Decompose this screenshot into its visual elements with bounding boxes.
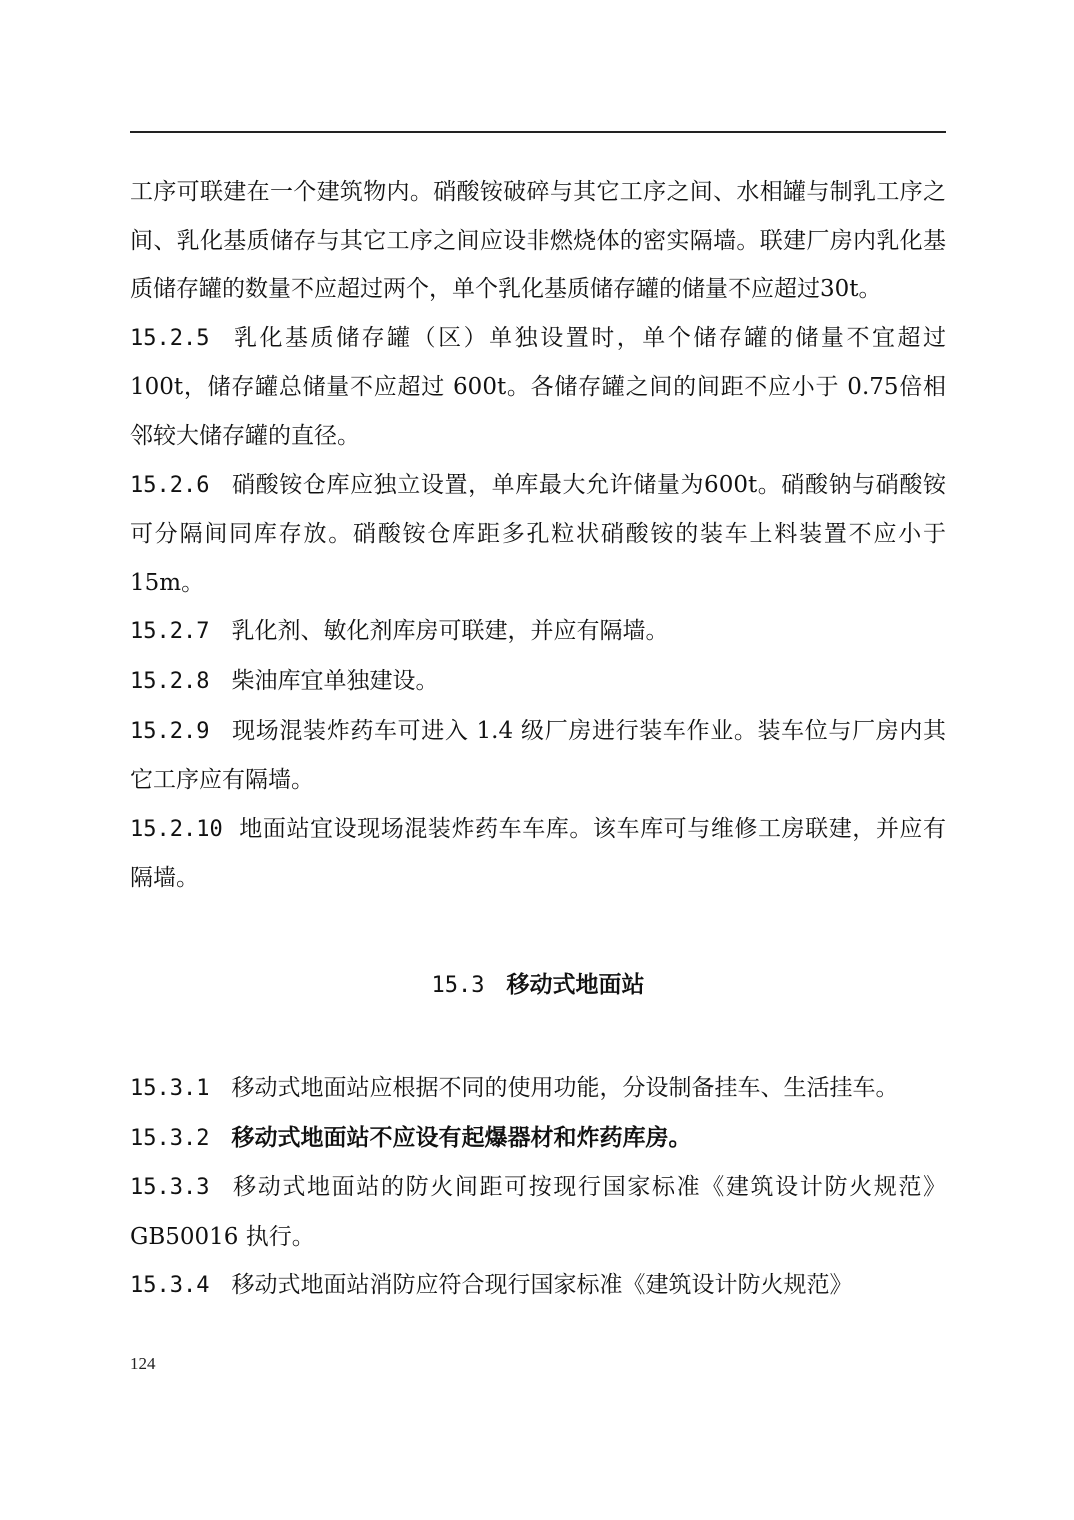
clause-text: 移动式地面站不应设有起爆器材和炸药库房。 [231, 1123, 692, 1151]
clause-text: 硝酸铵仓库应独立设置，单库最大允许储量为600t。硝酸钠与硝酸铵可分隔间同库存放。硝酸铵仓库距多孔粒状硝酸铵的装车上料装置不应小于 15m。 [130, 471, 946, 596]
clause-number: 15.3.2 [130, 1125, 210, 1151]
clause-15-2-9 [130, 707, 946, 805]
clause-15-2-7 [130, 607, 946, 657]
clause-15-3-1 [130, 1064, 946, 1114]
clause-text: 乳化基质储存罐（区）单独设置时，单个储存罐的储量不宜超过100t，储存罐总储量不应超过 600t。各储存罐之间的间距不应小于 0.75倍相邻较大储存罐的直径。 [130, 324, 946, 449]
paragraph-continuation [130, 168, 946, 314]
clause-number: 15.2.6 [130, 472, 210, 498]
clause-15-2-10 [130, 805, 946, 903]
header-rule [130, 131, 946, 133]
clause-number: 15.2.7 [130, 619, 210, 645]
clause-15-3-2 [130, 1114, 946, 1164]
clause-number: 15.3.4 [130, 1273, 210, 1299]
page-body [130, 168, 946, 1311]
clause-15-2-8 [130, 657, 946, 707]
clause-text: 乳化剂、敏化剂库房可联建，并应有隔墙。 [231, 618, 669, 645]
section-number: 15.3 [431, 972, 485, 998]
clause-number: 15.2.5 [130, 325, 210, 351]
section-heading [130, 961, 946, 1010]
clause-text: 地面站宜设现场混装炸药车车库。该车库可与维修工房联建，并应有隔墙。 [130, 815, 946, 892]
clause-text: 柴油库宜单独建设。 [231, 667, 439, 694]
clause-15-3-3 [130, 1163, 946, 1261]
section-title: 移动式地面站 [506, 970, 645, 998]
clause-number: 15.3.1 [130, 1075, 210, 1101]
clause-text: 移动式地面站消防应符合现行国家标准《建筑设计防火规范》 [231, 1272, 853, 1299]
clause-number: 15.2.10 [130, 816, 223, 842]
page-number: 124 [130, 1354, 156, 1373]
clause-15-3-4 [130, 1261, 946, 1311]
clause-number: 15.3.3 [130, 1175, 210, 1201]
paragraph-text: 工序可联建在一个建筑物内。硝酸铵破碎与其它工序之间、水相罐与制乳工序之间、乳化基质储存与其它工序之间应设非燃烧体的密实隔墙。联建厂房内乳化基质储存罐的数量不应超过两个，单个乳化基质储存罐的储量不应超过30t。 [130, 179, 946, 303]
clause-number: 15.2.9 [130, 718, 210, 744]
clause-15-2-5 [130, 314, 946, 461]
clause-text: 现场混装炸药车可进入 1.4 级厂房进行装车作业。装车位与厂房内其它工序应有隔墙。 [130, 717, 946, 794]
clause-text: 移动式地面站应根据不同的使用功能，分设制备挂车、生活挂车。 [231, 1074, 899, 1101]
clause-text: 移动式地面站的防火间距可按现行国家标准《建筑设计防火规范》GB50016 执行。 [130, 1174, 946, 1250]
clause-number: 15.2.8 [130, 668, 210, 694]
clause-15-2-6 [130, 461, 946, 608]
